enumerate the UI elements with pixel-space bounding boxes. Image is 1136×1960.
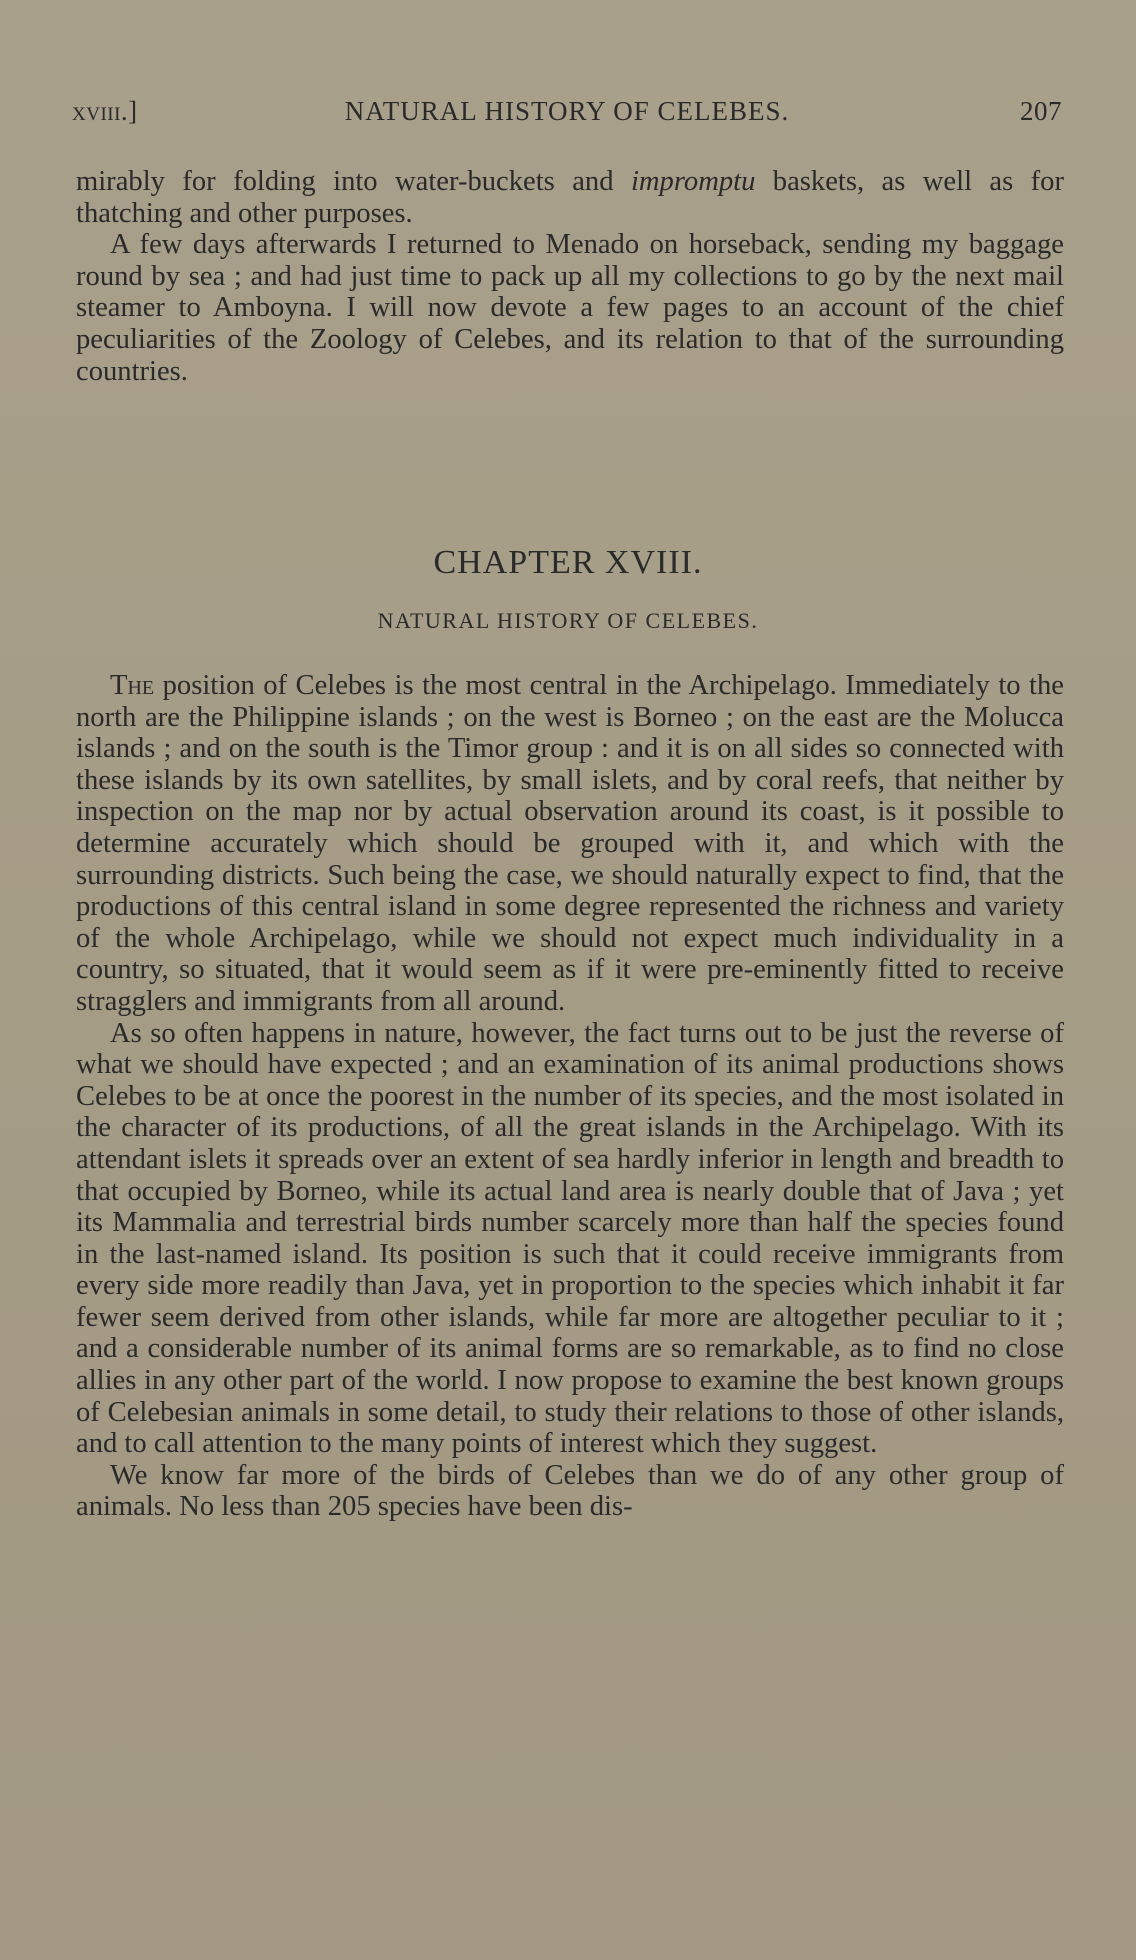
- chapter-title: CHAPTER XVIII.: [433, 544, 703, 581]
- running-head: [72, 96, 1062, 130]
- page-number: 207: [1020, 96, 1062, 126]
- intro-p1-italic: impromptu: [630, 166, 756, 197]
- chapter-subtitle: NATURAL HISTORY OF CELEBES.: [377, 608, 759, 633]
- running-head-chapter: xviii.]: [72, 96, 138, 126]
- intro-p1-start: mirably for folding into water-buckets and: [76, 166, 631, 197]
- intro-p1-end: baskets, as well as for thatching and other purposes.: [76, 166, 1064, 229]
- intro-text: [76, 166, 1064, 387]
- body-p1-text: position of Celebes is the most central in the Archipelago. Immediately to the north are the Philippine islands ; on the west is Borneo ; on the east are the Molucca islands ; and on the south is the Timor group : and it is on all sides so connected with these islands by its own satellites, by small islets, and by coral reefs, that neither by inspection on the map nor by actual observation around its coast, is it possible to determine accurately which should be grouped with it, and which with the surrounding districts. Such being the case, we should naturally expect to find, that the productions of this central island in some degree represented the richness and variety of the whole Archipelago, while we should not expect much individuality in a country, so situated, that it would seem as if it were pre-eminently fitted to receive stragglers and immigrants from all around.: [76, 670, 1064, 1017]
- intro-paragraph-2: A few days afterwards I returned to Menado on horseback, sending my baggage round by sea ; and had just time to pack up all my collections to go by the next mail steamer to Amboyna. I will now devote a few pages to an account of the chief peculiarities of the Zoology of Celebes, and its relation to that of the surrounding countries.: [76, 229, 1064, 387]
- body-paragraph-1: [76, 670, 1064, 1018]
- body-paragraph-3: We know far more of the birds of Celebes than we do of any other group of animals. No less than 205 species have been dis-: [76, 1459, 1064, 1523]
- chapter-body: [76, 670, 1064, 1523]
- running-head-title: NATURAL HISTORY OF CELEBES.: [344, 96, 790, 126]
- body-p1-lead: The: [110, 670, 155, 701]
- body-paragraph-2: As so often happens in nature, however, the fact turns out to be just the reverse of what we should have expected ; and an examination of its animal productions shows Celebes to be at once the poorest in the number of its species, and the most isolated in the character of its productions, of all the great islands in the Archipelago. With its attendant islets it spreads over an extent of sea hardly inferior in length and breadth to that occupied by Borneo, while its actual land area is nearly double that of Java ; yet its Mammalia and terrestrial birds number scarcely more than half the species found in the last-named island. Its position is such that it could receive immigrants from every side more readily than Java, yet in proportion to the species which inhabit it far fewer seem derived from other islands, while far more are altogether peculiar to it ; and a considerable number of its animal forms are so remarkable, as to find no close allies in any other part of the world. I now propose to examine the best known groups of Celebesian animals in some detail, to study their relations to those of other islands, and to call attention to the many points of interest which they suggest.: [76, 1017, 1064, 1460]
- intro-paragraph-1: [76, 166, 1064, 229]
